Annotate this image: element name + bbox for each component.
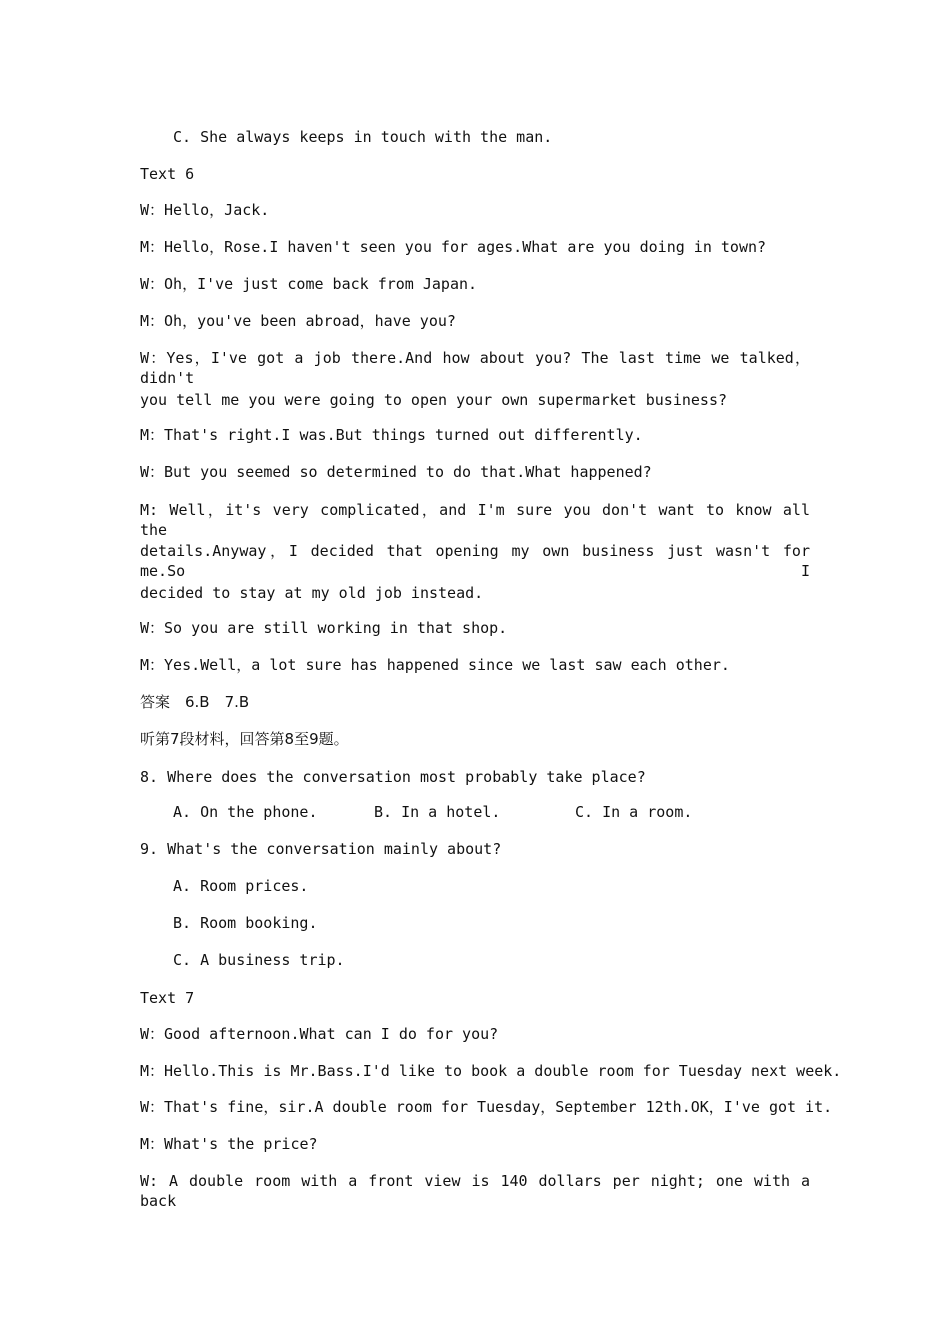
dialogue-line: W：Yes，I've got a job there.And how about you? The last time we talked，didn't xyxy=(140,349,810,387)
q8-option-b: B. In a hotel. xyxy=(374,803,501,821)
q9-option-b: B. Room booking. xyxy=(173,914,318,932)
q8-option-a: A. On the phone. xyxy=(173,803,318,821)
dialogue-line-continued: decided to stay at my old job instead. xyxy=(140,584,484,602)
dialogue-line: W：Hello，Jack. xyxy=(140,201,270,219)
question-8-options xyxy=(0,802,950,822)
dialogue-line: M: Well，it's very complicated，and I'm sure you don't want to know all the xyxy=(140,501,810,539)
text-7-heading: Text 7 xyxy=(140,989,195,1007)
dialogue-line: M：What's the price? xyxy=(140,1135,318,1153)
q9-option-c: C. A business trip. xyxy=(173,951,345,969)
dialogue-line-continued: you tell me you were going to open your own supermarket business? xyxy=(140,391,727,409)
q8-option-c: C. In a room. xyxy=(575,803,693,821)
question-9: 9. What's the conversation mainly about? xyxy=(140,840,502,858)
dialogue-line: W：Oh，I've just come back from Japan. xyxy=(140,275,478,293)
q9-option-a: A. Room prices. xyxy=(173,877,309,895)
text-6-heading: Text 6 xyxy=(140,165,195,183)
dialogue-line: M：Hello.This is Mr.Bass.I'd like to book a double room for Tuesday next week. xyxy=(140,1062,842,1080)
question-8: 8. Where does the conversation most probably take place? xyxy=(140,768,646,786)
dialogue-line: W：That's fine，sir.A double room for Tuesday，September 12th.OK，I've got it. xyxy=(140,1098,833,1116)
dialogue-line: M：Hello，Rose.I haven't seen you for ages.What are you doing in town? xyxy=(140,238,767,256)
dialogue-line: W：Good afternoon.What can I do for you? xyxy=(140,1025,499,1043)
dialogue-line: W：But you seemed so determined to do that.What happened? xyxy=(140,463,652,481)
dialogue-line: M：Oh，you've been abroad，have you? xyxy=(140,312,456,330)
section-instruction: 听第7段材料，回答第8至9题。 xyxy=(140,730,349,748)
dialogue-line: W: A double room with a front view is 140 dollars per night; one with a back xyxy=(140,1172,810,1210)
dialogue-line-continued: details.Anyway，I decided that opening my own business just wasn't for me.So I xyxy=(140,542,810,580)
answer-key: 答案 6.B 7.B xyxy=(140,693,250,711)
dialogue-line: M：Yes.Well，a lot sure has happened since we last saw each other. xyxy=(140,656,730,674)
dialogue-line: W：So you are still working in that shop. xyxy=(140,619,508,637)
dialogue-line: M：That's right.I was.But things turned out differently. xyxy=(140,426,643,444)
q5-option-c: C. She always keeps in touch with the man. xyxy=(173,128,553,146)
